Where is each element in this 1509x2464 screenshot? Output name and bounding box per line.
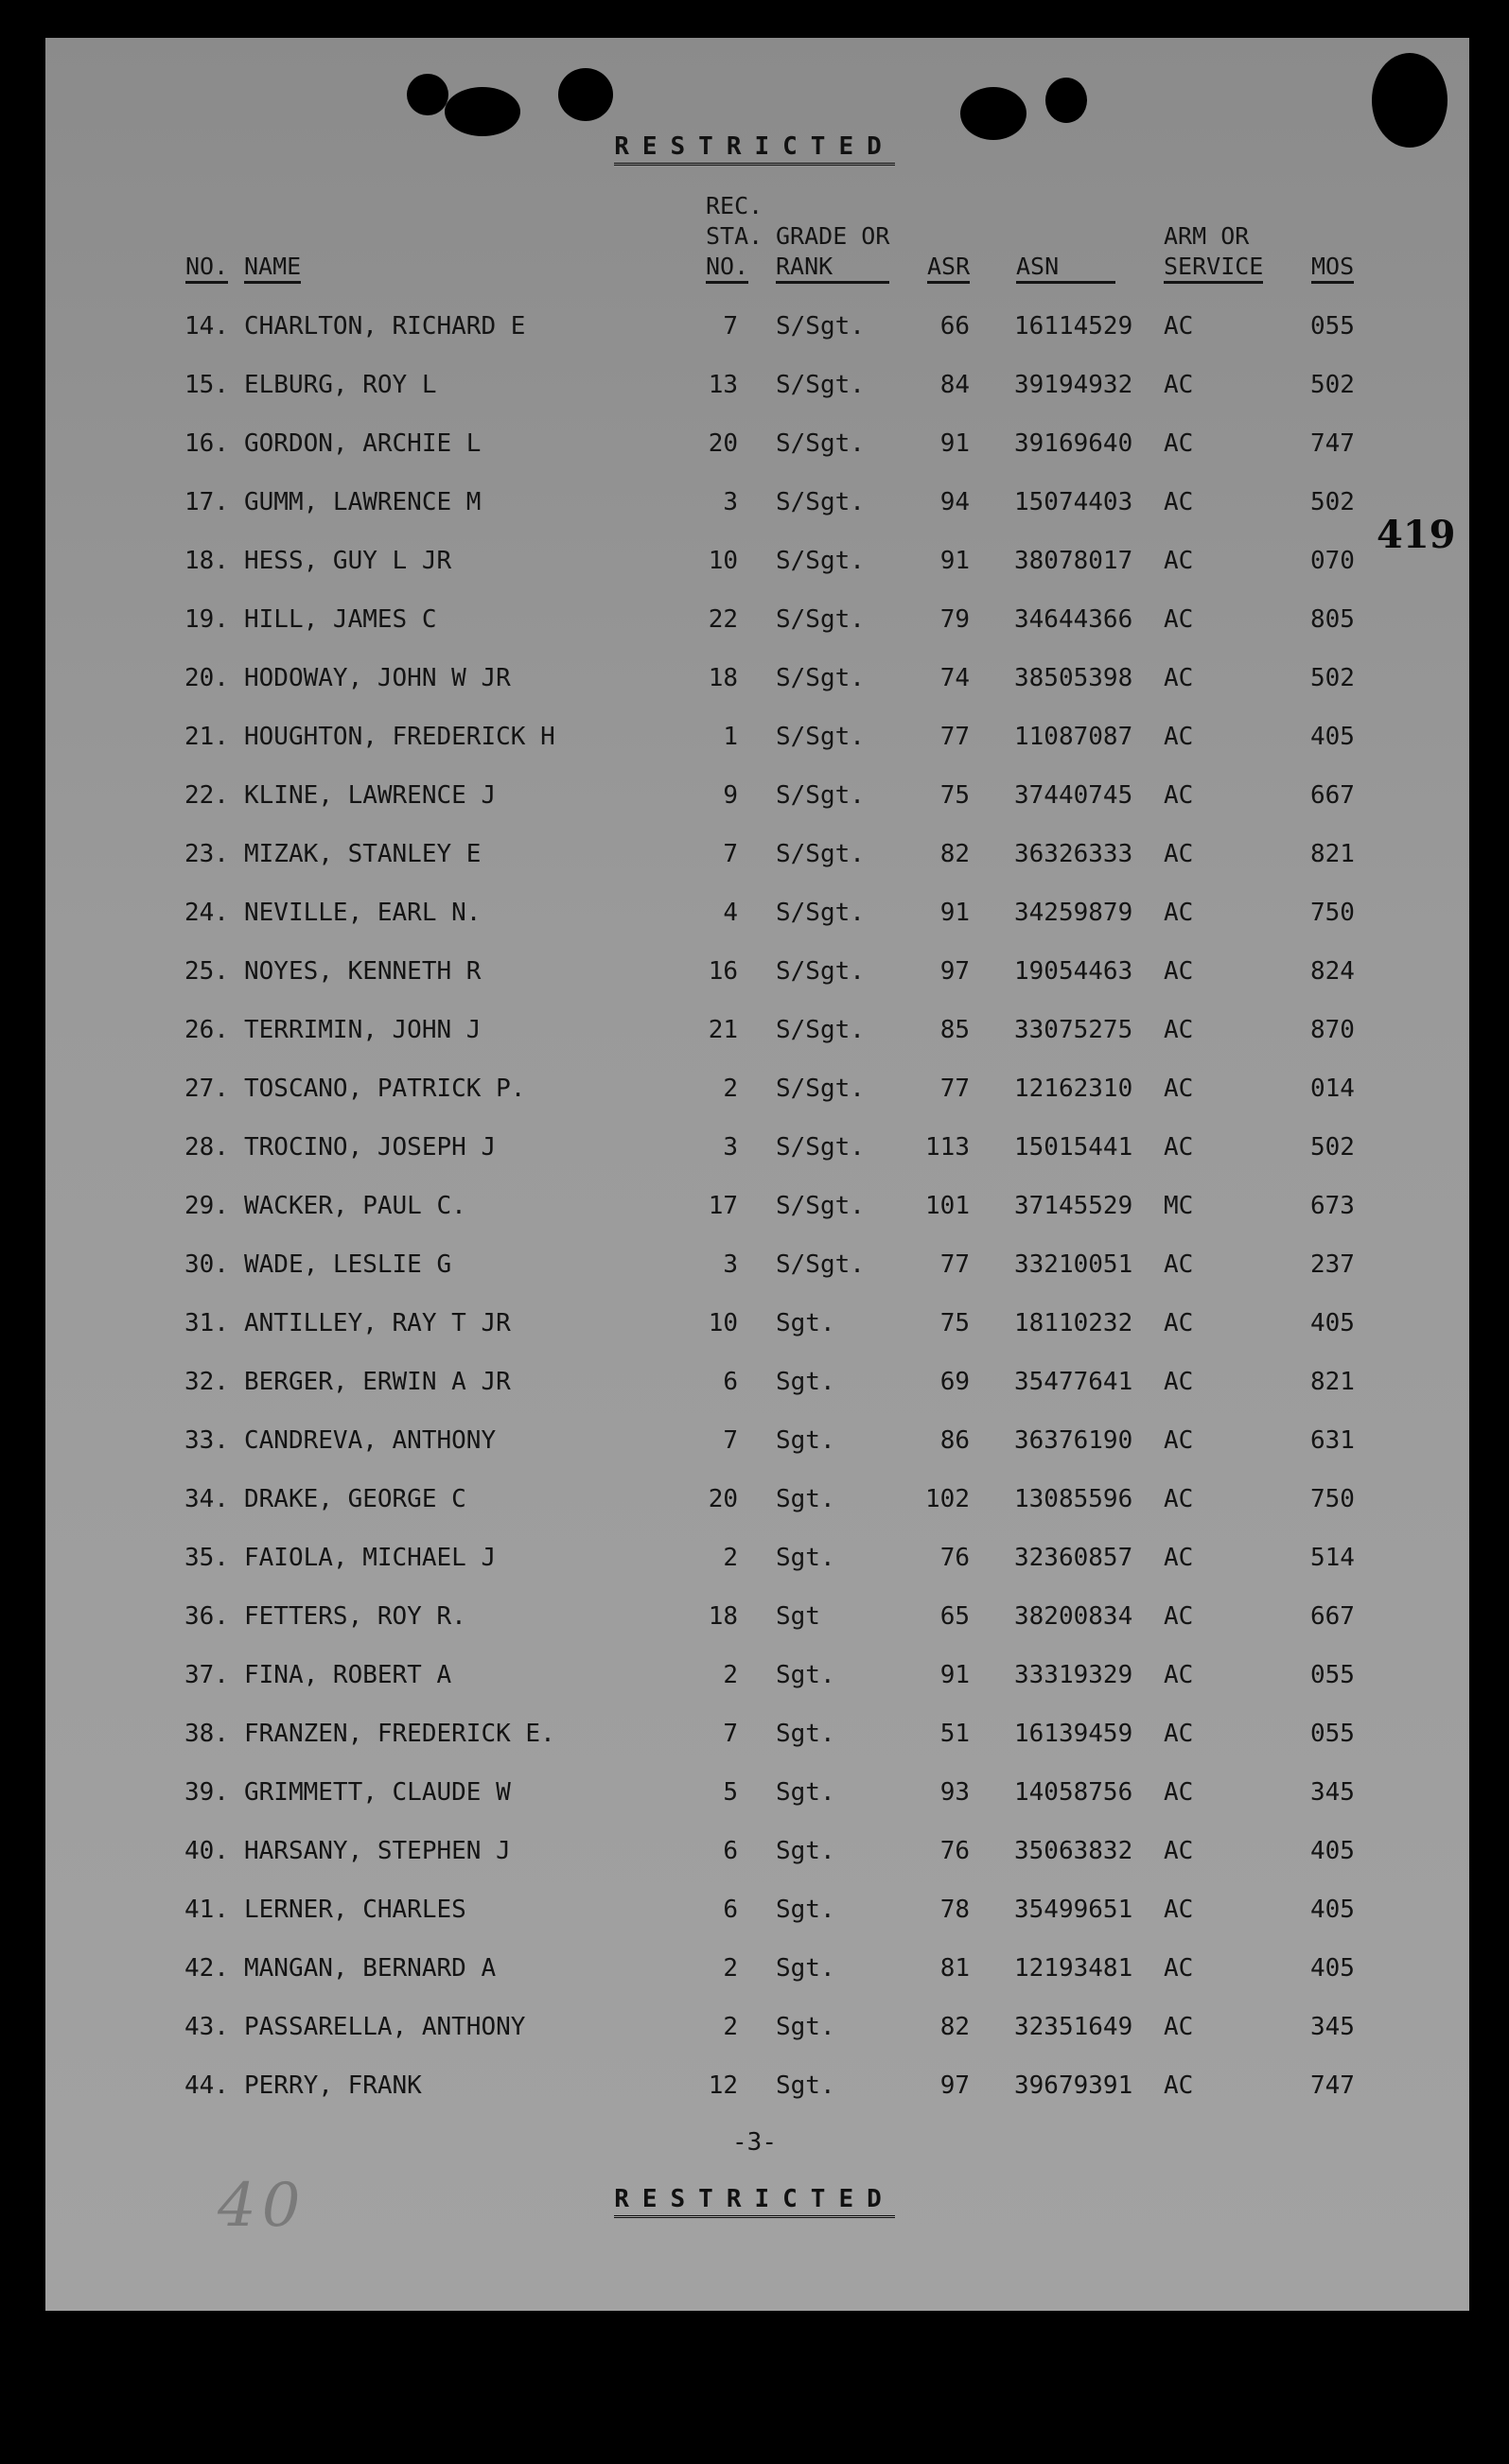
row-number: 30. (184, 1250, 229, 1279)
row-arm-service: AC (1164, 1544, 1194, 1572)
row-grade: S/Sgt. (776, 1016, 865, 1044)
row-number: 28. (184, 1133, 229, 1162)
table-row (0, 664, 1509, 702)
row-asn: 36326333 (1014, 840, 1133, 868)
table-row (0, 1016, 1509, 1054)
row-arm-service: AC (1164, 781, 1194, 810)
row-name: WADE, LESLIE G (244, 1250, 452, 1279)
row-number: 29. (184, 1192, 229, 1220)
row-asn: 38505398 (1014, 664, 1133, 692)
row-rec-sta-no: 2 (723, 1661, 738, 1689)
table-row (0, 429, 1509, 467)
table-row (0, 899, 1509, 936)
table-row (0, 840, 1509, 878)
row-grade: Sgt. (776, 1896, 835, 1924)
row-rec-sta-no: 10 (708, 1309, 738, 1337)
row-asr: 93 (939, 1778, 970, 1807)
row-number: 16. (184, 429, 229, 458)
row-grade: Sgt. (776, 2071, 835, 2100)
table-row (0, 2013, 1509, 2051)
row-asr: 77 (939, 723, 970, 751)
row-grade: S/Sgt. (776, 312, 865, 341)
row-mos: 055 (1310, 1661, 1355, 1689)
classification-header: RESTRICTED (0, 132, 1509, 161)
row-asr: 85 (939, 1016, 970, 1044)
row-grade: S/Sgt. (776, 723, 865, 751)
row-mos: 805 (1310, 605, 1355, 634)
row-rec-sta-no: 20 (708, 1485, 738, 1513)
row-rec-sta-no: 21 (708, 1016, 738, 1044)
row-name: HOUGHTON, FREDERICK H (244, 723, 555, 751)
row-asr: 86 (939, 1426, 970, 1455)
row-rec-sta-no: 16 (708, 957, 738, 986)
row-grade: S/Sgt. (776, 488, 865, 516)
row-asr: 76 (939, 1837, 970, 1865)
row-number: 32. (184, 1368, 229, 1396)
row-grade: S/Sgt. (776, 840, 865, 868)
row-rec-sta-no: 18 (708, 1602, 738, 1631)
table-row (0, 1192, 1509, 1230)
row-asn: 35063832 (1014, 1837, 1133, 1865)
row-name: WACKER, PAUL C. (244, 1192, 466, 1220)
row-asn: 34259879 (1014, 899, 1133, 927)
row-name: MIZAK, STANLEY E (244, 840, 482, 868)
row-grade: S/Sgt. (776, 1192, 865, 1220)
row-asr: 91 (939, 1661, 970, 1689)
row-number: 25. (184, 957, 229, 986)
row-arm-service: AC (1164, 429, 1194, 458)
row-name: GRIMMETT, CLAUDE W (244, 1778, 511, 1807)
row-rec-sta-no: 2 (723, 2013, 738, 2041)
row-rec-sta-no: 20 (708, 429, 738, 458)
row-number: 34. (184, 1485, 229, 1513)
row-rec-sta-no: 2 (723, 1954, 738, 1983)
row-arm-service: AC (1164, 1954, 1194, 1983)
row-number: 35. (184, 1544, 229, 1572)
row-arm-service: AC (1164, 1075, 1194, 1103)
row-asr: 81 (939, 1954, 970, 1983)
row-asn: 38200834 (1014, 1602, 1133, 1631)
table-row (0, 1309, 1509, 1347)
row-number: 42. (184, 1954, 229, 1983)
row-arm-service: AC (1164, 899, 1194, 927)
row-asn: 12193481 (1014, 1954, 1133, 1983)
row-name: LERNER, CHARLES (244, 1896, 466, 1924)
row-asn: 15015441 (1014, 1133, 1133, 1162)
row-asr: 102 (925, 1485, 970, 1513)
row-asn: 37145529 (1014, 1192, 1133, 1220)
row-arm-service: AC (1164, 1426, 1194, 1455)
row-mos: 821 (1310, 840, 1355, 868)
row-mos: 747 (1310, 429, 1355, 458)
table-row (0, 1250, 1509, 1288)
row-grade: Sgt. (776, 1544, 835, 1572)
row-number: 18. (184, 547, 229, 575)
row-name: HILL, JAMES C (244, 605, 437, 634)
row-asr: 91 (939, 429, 970, 458)
row-arm-service: AC (1164, 2013, 1194, 2041)
row-mos: 502 (1310, 371, 1355, 399)
row-arm-service: AC (1164, 488, 1194, 516)
row-number: 19. (184, 605, 229, 634)
table-row (0, 723, 1509, 760)
row-mos: 345 (1310, 1778, 1355, 1807)
row-rec-sta-no: 7 (723, 1426, 738, 1455)
row-name: ELBURG, ROY L (244, 371, 437, 399)
table-row (0, 1544, 1509, 1582)
row-name: FETTERS, ROY R. (244, 1602, 466, 1631)
row-rec-sta-no: 3 (723, 1133, 738, 1162)
row-name: KLINE, LAWRENCE J (244, 781, 497, 810)
row-mos: 750 (1310, 899, 1355, 927)
table-row (0, 1720, 1509, 1757)
row-grade: S/Sgt. (776, 664, 865, 692)
row-rec-sta-no: 3 (723, 488, 738, 516)
row-grade: Sgt. (776, 1368, 835, 1396)
classification-footer: RESTRICTED (0, 2185, 1509, 2213)
row-asn: 37440745 (1014, 781, 1133, 810)
row-rec-sta-no: 7 (723, 312, 738, 341)
header-mos: MOS (1311, 252, 1354, 282)
row-arm-service: AC (1164, 1016, 1194, 1044)
row-mos: 667 (1310, 781, 1355, 810)
row-asr: 74 (939, 664, 970, 692)
row-mos: 673 (1310, 1192, 1355, 1220)
row-name: CHARLTON, RICHARD E (244, 312, 526, 341)
row-mos: 405 (1310, 1837, 1355, 1865)
row-grade: S/Sgt. (776, 899, 865, 927)
row-mos: 821 (1310, 1368, 1355, 1396)
row-name: PASSARELLA, ANTHONY (244, 2013, 526, 2041)
row-arm-service: AC (1164, 840, 1194, 868)
row-arm-service: AC (1164, 1309, 1194, 1337)
row-arm-service: AC (1164, 1661, 1194, 1689)
row-mos: 405 (1310, 723, 1355, 751)
row-grade: S/Sgt. (776, 1133, 865, 1162)
row-rec-sta-no: 2 (723, 1544, 738, 1572)
row-mos: 631 (1310, 1426, 1355, 1455)
header-arm-or-service: ARM OR SERVICE (1164, 221, 1263, 282)
table-row (0, 1602, 1509, 1640)
row-grade: S/Sgt. (776, 605, 865, 634)
table-row (0, 1485, 1509, 1523)
row-asr: 79 (939, 605, 970, 634)
row-mos: 405 (1310, 1896, 1355, 1924)
row-rec-sta-no: 5 (723, 1778, 738, 1807)
row-mos: 070 (1310, 547, 1355, 575)
row-asr: 91 (939, 547, 970, 575)
row-grade: Sgt. (776, 2013, 835, 2041)
row-asn: 13085596 (1014, 1485, 1133, 1513)
row-name: DRAKE, GEORGE C (244, 1485, 466, 1513)
row-number: 21. (184, 723, 229, 751)
row-name: TERRIMIN, JOHN J (244, 1016, 482, 1044)
row-name: GUMM, LAWRENCE M (244, 488, 482, 516)
table-row (0, 957, 1509, 995)
row-rec-sta-no: 7 (723, 840, 738, 868)
table-row (0, 488, 1509, 526)
row-asr: 76 (939, 1544, 970, 1572)
row-name: CANDREVA, ANTHONY (244, 1426, 497, 1455)
pencil-note: 40 (218, 2171, 307, 2241)
row-number: 36. (184, 1602, 229, 1631)
row-asn: 16139459 (1014, 1720, 1133, 1748)
row-number: 20. (184, 664, 229, 692)
table-row (0, 1896, 1509, 1933)
row-name: HARSANY, STEPHEN J (244, 1837, 511, 1865)
punch-hole (445, 87, 520, 136)
row-name: NOYES, KENNETH R (244, 957, 482, 986)
row-grade: S/Sgt. (776, 371, 865, 399)
row-name: HESS, GUY L JR (244, 547, 452, 575)
row-asn: 33075275 (1014, 1016, 1133, 1044)
row-asn: 16114529 (1014, 312, 1133, 341)
row-number: 43. (184, 2013, 229, 2041)
row-number: 41. (184, 1896, 229, 1924)
row-arm-service: AC (1164, 957, 1194, 986)
row-name: PERRY, FRANK (244, 2071, 422, 2100)
row-grade: Sgt. (776, 1309, 835, 1337)
row-asn: 15074403 (1014, 488, 1133, 516)
row-rec-sta-no: 17 (708, 1192, 738, 1220)
row-mos: 747 (1310, 2071, 1355, 2100)
row-name: BERGER, ERWIN A JR (244, 1368, 511, 1396)
row-arm-service: AC (1164, 1837, 1194, 1865)
row-asr: 101 (925, 1192, 970, 1220)
row-asn: 11087087 (1014, 723, 1133, 751)
row-rec-sta-no: 18 (708, 664, 738, 692)
row-rec-sta-no: 12 (708, 2071, 738, 2100)
page-number: -3- (732, 2128, 777, 2157)
row-arm-service: MC (1164, 1192, 1194, 1220)
row-arm-service: AC (1164, 547, 1194, 575)
header-no: NO. (185, 252, 228, 282)
table-row (0, 312, 1509, 350)
row-asn: 32360857 (1014, 1544, 1133, 1572)
row-asn: 36376190 (1014, 1426, 1133, 1455)
row-asr: 94 (939, 488, 970, 516)
row-asr: 51 (939, 1720, 970, 1748)
row-arm-service: AC (1164, 312, 1194, 341)
row-asn: 35499651 (1014, 1896, 1133, 1924)
row-asr: 91 (939, 899, 970, 927)
row-rec-sta-no: 10 (708, 547, 738, 575)
row-number: 22. (184, 781, 229, 810)
row-name: TOSCANO, PATRICK P. (244, 1075, 526, 1103)
row-asr: 82 (939, 2013, 970, 2041)
row-asr: 69 (939, 1368, 970, 1396)
row-number: 37. (184, 1661, 229, 1689)
table-row (0, 1133, 1509, 1171)
row-asr: 77 (939, 1250, 970, 1279)
row-mos: 237 (1310, 1250, 1355, 1279)
row-mos: 750 (1310, 1485, 1355, 1513)
table-row (0, 2071, 1509, 2109)
row-number: 26. (184, 1016, 229, 1044)
row-name: NEVILLE, EARL N. (244, 899, 482, 927)
row-number: 33. (184, 1426, 229, 1455)
row-asn: 19054463 (1014, 957, 1133, 986)
row-number: 38. (184, 1720, 229, 1748)
row-rec-sta-no: 9 (723, 781, 738, 810)
row-arm-service: AC (1164, 1896, 1194, 1924)
table-row (0, 1368, 1509, 1406)
row-grade: Sgt. (776, 1485, 835, 1513)
table-row (0, 605, 1509, 643)
table-row (0, 1954, 1509, 1992)
row-grade: Sgt. (776, 1720, 835, 1748)
row-asn: 39194932 (1014, 371, 1133, 399)
row-rec-sta-no: 6 (723, 1837, 738, 1865)
row-asr: 82 (939, 840, 970, 868)
row-asn: 39169640 (1014, 429, 1133, 458)
row-arm-service: AC (1164, 371, 1194, 399)
row-asn: 33210051 (1014, 1250, 1133, 1279)
table-row (0, 1837, 1509, 1875)
row-grade: Sgt. (776, 1426, 835, 1455)
row-number: 14. (184, 312, 229, 341)
table-row (0, 1075, 1509, 1112)
row-name: HODOWAY, JOHN W JR (244, 664, 511, 692)
row-mos: 667 (1310, 1602, 1355, 1631)
page-stamp: 419 (1377, 513, 1456, 557)
row-asr: 77 (939, 1075, 970, 1103)
row-grade: S/Sgt. (776, 1250, 865, 1279)
row-asn: 38078017 (1014, 547, 1133, 575)
row-mos: 514 (1310, 1544, 1355, 1572)
row-mos: 405 (1310, 1309, 1355, 1337)
row-asn: 14058756 (1014, 1778, 1133, 1807)
row-number: 17. (184, 488, 229, 516)
row-name: FAIOLA, MICHAEL J (244, 1544, 497, 1572)
row-asr: 113 (925, 1133, 970, 1162)
row-grade: S/Sgt. (776, 781, 865, 810)
row-number: 31. (184, 1309, 229, 1337)
header-rec-sta-no: REC. STA. NO. (706, 191, 763, 282)
row-arm-service: AC (1164, 605, 1194, 634)
table-row (0, 1778, 1509, 1816)
row-asr: 65 (939, 1602, 970, 1631)
row-arm-service: AC (1164, 723, 1194, 751)
row-arm-service: AC (1164, 1602, 1194, 1631)
row-arm-service: AC (1164, 1368, 1194, 1396)
row-rec-sta-no: 3 (723, 1250, 738, 1279)
row-grade: Sgt (776, 1602, 820, 1631)
row-grade: S/Sgt. (776, 547, 865, 575)
row-number: 24. (184, 899, 229, 927)
row-asn: 33319329 (1014, 1661, 1133, 1689)
row-asr: 75 (939, 781, 970, 810)
row-mos: 824 (1310, 957, 1355, 986)
row-grade: S/Sgt. (776, 957, 865, 986)
row-name: FRANZEN, FREDERICK E. (244, 1720, 555, 1748)
header-name: NAME (244, 252, 301, 282)
header-grade-or-rank: GRADE OR RANK (776, 221, 889, 282)
row-asr: 97 (939, 957, 970, 986)
row-mos: 055 (1310, 312, 1355, 341)
row-arm-service: AC (1164, 1250, 1194, 1279)
punch-hole (1045, 78, 1087, 123)
row-name: GORDON, ARCHIE L (244, 429, 482, 458)
row-name: TROCINO, JOSEPH J (244, 1133, 497, 1162)
row-grade: Sgt. (776, 1837, 835, 1865)
table-row (0, 371, 1509, 409)
row-name: MANGAN, BERNARD A (244, 1954, 497, 1983)
row-rec-sta-no: 7 (723, 1720, 738, 1748)
table-row (0, 1426, 1509, 1464)
row-arm-service: AC (1164, 2071, 1194, 2100)
row-grade: S/Sgt. (776, 1075, 865, 1103)
row-asn: 32351649 (1014, 2013, 1133, 2041)
row-asn: 18110232 (1014, 1309, 1133, 1337)
row-name: ANTILLEY, RAY T JR (244, 1309, 511, 1337)
table-row (0, 781, 1509, 819)
row-rec-sta-no: 1 (723, 723, 738, 751)
row-rec-sta-no: 4 (723, 899, 738, 927)
row-rec-sta-no: 2 (723, 1075, 738, 1103)
row-arm-service: AC (1164, 1133, 1194, 1162)
row-grade: Sgt. (776, 1954, 835, 1983)
table-row (0, 1661, 1509, 1699)
row-number: 40. (184, 1837, 229, 1865)
row-asn: 34644366 (1014, 605, 1133, 634)
row-rec-sta-no: 6 (723, 1896, 738, 1924)
row-rec-sta-no: 13 (708, 371, 738, 399)
punch-hole (558, 68, 613, 121)
row-mos: 014 (1310, 1075, 1355, 1103)
row-asr: 66 (939, 312, 970, 341)
row-grade: S/Sgt. (776, 429, 865, 458)
table-row (0, 547, 1509, 585)
row-number: 44. (184, 2071, 229, 2100)
row-name: FINA, ROBERT A (244, 1661, 452, 1689)
row-asr: 97 (939, 2071, 970, 2100)
row-asr: 78 (939, 1896, 970, 1924)
row-mos: 405 (1310, 1954, 1355, 1983)
row-mos: 502 (1310, 1133, 1355, 1162)
row-arm-service: AC (1164, 1485, 1194, 1513)
row-asr: 84 (939, 371, 970, 399)
row-grade: Sgt. (776, 1661, 835, 1689)
header-asn: ASN (1016, 252, 1115, 282)
row-asn: 39679391 (1014, 2071, 1133, 2100)
row-rec-sta-no: 22 (708, 605, 738, 634)
header-asr: ASR (927, 252, 970, 282)
row-mos: 345 (1310, 2013, 1355, 2041)
row-arm-service: AC (1164, 1778, 1194, 1807)
row-number: 23. (184, 840, 229, 868)
punch-hole (407, 74, 448, 115)
row-grade: Sgt. (776, 1778, 835, 1807)
row-number: 15. (184, 371, 229, 399)
row-mos: 870 (1310, 1016, 1355, 1044)
row-arm-service: AC (1164, 1720, 1194, 1748)
row-asr: 75 (939, 1309, 970, 1337)
row-asn: 35477641 (1014, 1368, 1133, 1396)
row-number: 27. (184, 1075, 229, 1103)
row-mos: 502 (1310, 664, 1355, 692)
row-arm-service: AC (1164, 664, 1194, 692)
row-mos: 502 (1310, 488, 1355, 516)
row-mos: 055 (1310, 1720, 1355, 1748)
row-asn: 12162310 (1014, 1075, 1133, 1103)
row-rec-sta-no: 6 (723, 1368, 738, 1396)
row-number: 39. (184, 1778, 229, 1807)
